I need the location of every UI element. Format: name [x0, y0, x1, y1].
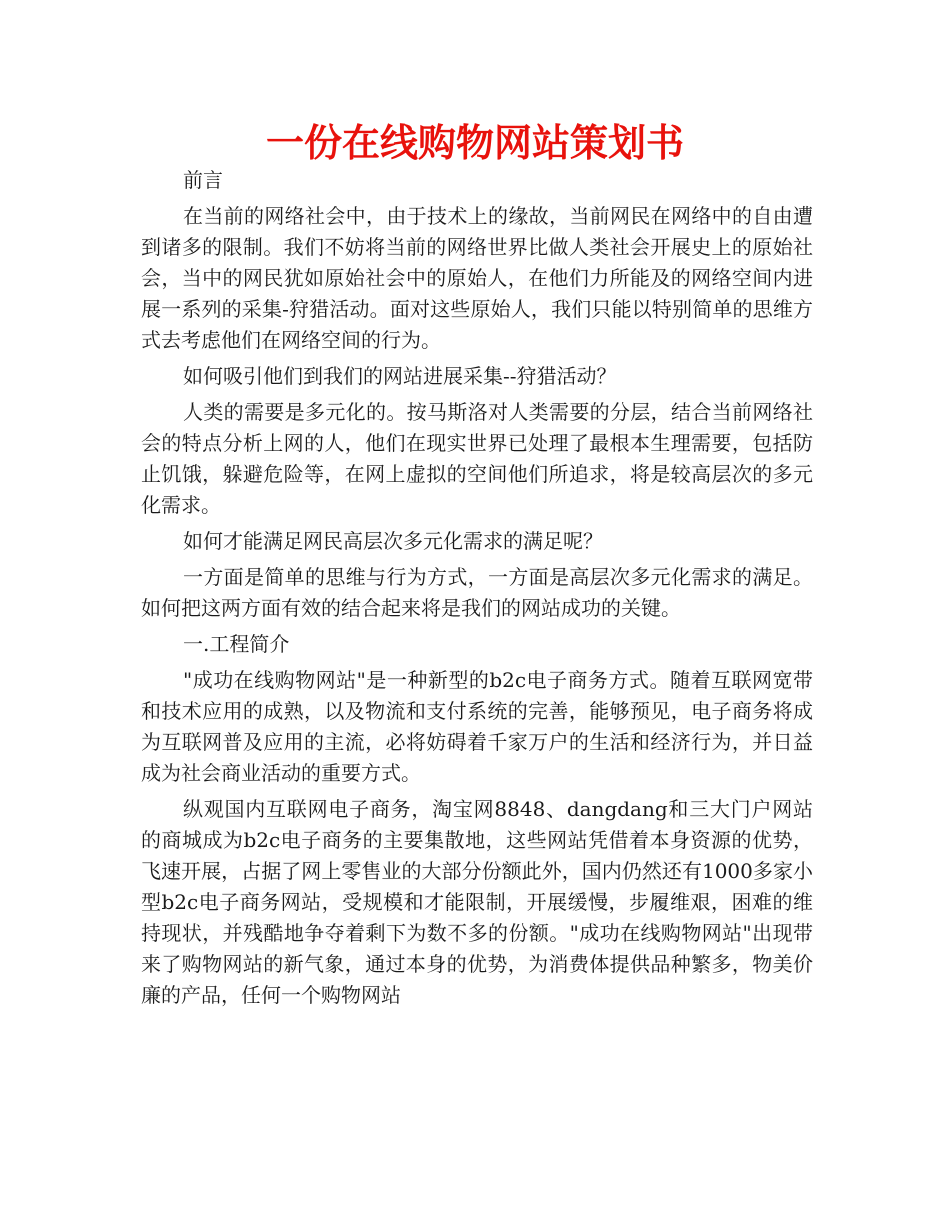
document-title: 一份在线购物网站策划书 [265, 121, 684, 165]
paragraph: 纵观国内互联网电子商务，淘宝网8848、dangdang和三大门户网站的商城成为b2c电子商务的主要集散地，这些网站凭借着本身资源的优势，飞速开展，占据了网上零售业的大部分份额此外，国内仍然还有1000多家小型b2c电子商务网站，受规模和才能限制，开展缓慢，步履维艰，困难的维持现状，并残酷地争夺着剩下为数不多的份额。"成功在线购物网站"出现带来了购物网站的新气象，通过本身的优势，为消费体提供品种繁多，物美价廉的产品，任何一个购物网站 [141, 797, 813, 1007]
section-heading-preface: 前言 [183, 168, 223, 192]
paragraph: 一方面是简单的思维与行为方式，一方面是高层次多元化需求的满足。如何把这两方面有效的结合起来将是我们的网站成功的关键。 [141, 565, 813, 620]
document-body [141, 165, 813, 1016]
paragraph: 在当前的网络社会中，由于技术上的缘故，当前网民在网络中的自由遭到诸多的限制。我们不妨将当前的网络世界比做人类社会开展史上的原始社会，当中的网民犹如原始社会中的原始人，在他们力所能及的网络空间内进展一系列的采集-狩猎活动。面对这些原始人，我们只能以特别简单的思维方式去考虑他们在网络空间的行为。 [141, 204, 813, 352]
paragraph: 如何才能满足网民高层次多元化需求的满足呢？ [183, 529, 603, 553]
paragraph: 人类的需要是多元化的。按马斯洛对人类需要的分层，结合当前网络社会的特点分析上网的人，他们在现实世界已处理了最根本生理需要，包括防止饥饿，躲避危险等，在网上虚拟的空间他们所追求，将是较高层次的多元化需求。 [141, 400, 813, 517]
paragraph: "成功在线购物网站"是一种新型的b2c电子商务方式。随着互联网宽带和技术应用的成熟，以及物流和支付系统的完善，能够预见，电子商务将成为互联网普及应用的主流，必将妨碍着千家万户的生活和经济行为，并日益成为社会商业活动的重要方式。 [141, 668, 813, 785]
paragraph: 如何吸引他们到我们的网站进展采集--狩猎活动？ [183, 364, 617, 388]
section-heading-project-intro: 一.工程简介 [183, 632, 290, 656]
